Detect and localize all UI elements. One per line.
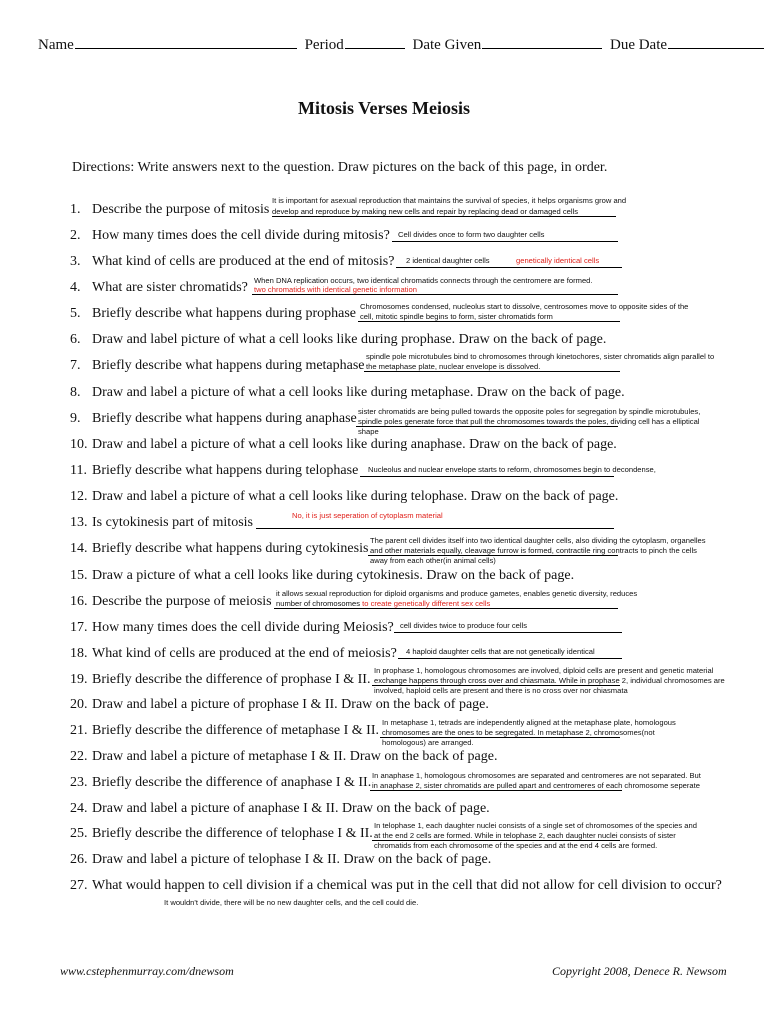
question-text: Draw and label a picture of telophase I & II. Draw on the back of page. — [92, 852, 492, 867]
question-number: 12. — [70, 489, 88, 504]
question-24 — [70, 801, 490, 817]
answer-21-line-3: homologous) are arranged. — [382, 738, 474, 747]
page-title: Mitosis Verses Meiosis — [298, 98, 470, 118]
answer-13-line — [256, 528, 614, 529]
question-text: Draw a picture of what a cell looks like during cytokinesis. Draw on the back of page. — [92, 568, 575, 583]
answer-18: 4 haploid daughter cells that are not genetically identical — [406, 647, 595, 656]
question-number: 22. — [70, 749, 88, 764]
question-10 — [70, 437, 617, 453]
question-12 — [70, 489, 618, 505]
answer-4-line-1: When DNA replication occurs, two identical chromatids connects through the centromere are formed. — [254, 276, 593, 285]
question-15 — [70, 568, 574, 584]
answer-21-line-2: chromosomes are the ones to be segregated. In metaphase 2, chromosomes(not — [382, 728, 655, 737]
question-23 — [70, 775, 371, 791]
answer-16-black: number of chromosomes — [276, 599, 360, 608]
footer-website: www.cstephenmurray.com/dnewsom — [60, 964, 234, 978]
answer-17: cell divides twice to produce four cells — [400, 621, 528, 630]
answer-4-line-2: two chromatids with identical genetic information — [254, 285, 417, 294]
question-number: 14. — [70, 541, 88, 556]
answer-25-line — [372, 840, 620, 841]
answer-9-line-2: spindle poles generate force that pull the chromosomes towards the poles, dividing cell has a elliptical — [358, 417, 700, 426]
question-number: 26. — [70, 852, 88, 867]
answer-9-line — [356, 426, 618, 427]
date-given-field[interactable] — [482, 34, 602, 49]
question-text: Draw and label a picture of what a cell looks like during anaphase. Draw on the back of page. — [92, 437, 617, 452]
question-number: 8. — [70, 385, 81, 400]
answer-14-line-1: The parent cell divides itself into two identical daughter cells, also dividing the cytoplasm, organelles — [370, 536, 706, 545]
answer-11: Nucleolus and nuclear envelope starts to reform, chromosomes begin to decondense, — [368, 465, 656, 474]
date-given-label: Date Given — [412, 37, 482, 53]
question-text: Briefly describe the difference of metaphase I & II. — [92, 723, 379, 738]
answer-1-line-2: develop and reproduce by making new cells and repair by replacing dead or damaged cells — [272, 207, 579, 216]
question-text: How many times does the cell divide during Meiosis? — [92, 620, 394, 635]
period-field[interactable] — [345, 34, 405, 49]
question-9 — [70, 411, 357, 427]
answer-2: Cell divides once to form two daughter cells — [398, 230, 545, 239]
question-text: Draw and label a picture of prophase I & II. Draw on the back of page. — [92, 697, 489, 712]
question-number: 17. — [70, 620, 88, 635]
answer-25-line-1: In telophase 1, each daughter nuclei consists of a single set of chromosomes of the species and — [374, 821, 697, 830]
answer-16-line-1: it allows sexual reproduction for diploid organisms and produce gametes, enables genetic diversity, reduces — [276, 589, 638, 598]
answer-23-line-2: in anaphase 2, sister chromatids are pulled apart and centromeres of each chromosome seperate — [372, 781, 700, 790]
question-26 — [70, 852, 491, 868]
answer-14-line — [368, 555, 618, 556]
question-text: What kind of cells are produced at the end of mitosis? — [92, 254, 395, 269]
question-17 — [70, 620, 394, 636]
question-number: 1. — [70, 202, 81, 217]
question-21 — [70, 723, 379, 739]
question-text: Briefly describe what happens during anaphase — [92, 411, 357, 426]
question-text: Describe the purpose of mitosis — [92, 202, 270, 217]
period-label: Period — [304, 37, 344, 53]
question-18 — [70, 646, 397, 662]
answer-16-red: to create genetically different sex cells — [362, 599, 491, 608]
answer-5-line-2: cell, mitotic spindle begins to form, sister chromatids form — [360, 312, 553, 321]
question-number: 9. — [70, 411, 81, 426]
question-number: 7. — [70, 358, 81, 373]
answer-1-line — [272, 216, 616, 217]
question-5 — [70, 306, 356, 322]
directions: Directions: Write answers next to the question. Draw pictures on the back of this page, in order. — [72, 160, 608, 175]
question-number: 2. — [70, 228, 81, 243]
question-number: 16. — [70, 594, 88, 609]
question-number: 10. — [70, 437, 88, 452]
question-number: 24. — [70, 801, 88, 816]
question-3 — [70, 254, 394, 270]
answer-3-red: genetically identical cells — [516, 256, 600, 265]
question-text: Briefly describe what happens during telophase — [92, 463, 359, 478]
question-text: What are sister chromatids? — [92, 280, 248, 295]
question-text: Is cytokinesis part of mitosis — [92, 515, 253, 530]
question-4 — [70, 280, 248, 296]
question-text: Briefly describe the difference of telophase I & II. — [92, 826, 373, 841]
question-text: Briefly describe the difference of anaphase I & II. — [92, 775, 372, 790]
answer-13: No, it is just seperation of cytoplasm material — [292, 511, 443, 520]
question-14 — [70, 541, 368, 557]
question-1 — [70, 202, 269, 218]
question-number: 23. — [70, 775, 88, 790]
question-text: Briefly describe what happens during prophase — [92, 306, 356, 321]
name-field[interactable] — [75, 34, 297, 49]
question-text: What kind of cells are produced at the end of meiosis? — [92, 646, 397, 661]
answer-25-line-2: at the end 2 cells are formed. While in telophase 2, each daughter nuclei consists of sister — [374, 831, 676, 840]
question-text: Describe the purpose of meiosis — [92, 594, 272, 609]
question-25 — [70, 826, 373, 842]
question-20 — [70, 697, 489, 713]
question-number: 18. — [70, 646, 88, 661]
question-13 — [70, 515, 253, 531]
question-6 — [70, 332, 606, 348]
question-11 — [70, 463, 358, 479]
question-number: 20. — [70, 697, 88, 712]
answer-21-line-1: In metaphase 1, tetrads are independently aligned at the metaphase plate, homologous — [382, 718, 676, 727]
answer-5-line-1: Chromosomes condensed, nucleolus start to dissolve, centrosomes move to opposite sides of the — [360, 302, 689, 311]
question-number: 11. — [70, 463, 87, 478]
question-16 — [70, 594, 272, 610]
answer-7-line-2: the metaphase plate, nuclear envelope is dissolved. — [366, 362, 541, 371]
question-text: Draw and label picture of what a cell looks like during prophase. Draw on the back of page. — [92, 332, 607, 347]
answer-9-line-3: shape — [358, 427, 379, 436]
answer-16-line — [274, 608, 618, 609]
answer-4-line — [252, 294, 618, 295]
answer-14-line-3: away from each other(in animal cells) — [370, 556, 496, 565]
answer-7-line — [364, 371, 620, 372]
question-number: 19. — [70, 672, 88, 687]
answer-3: 2 identical daughter cells — [406, 256, 490, 265]
answer-7-line-1: spindle pole microtubules bind to chromosomes through kinetochores, sister chromatids align parallel to — [366, 352, 715, 361]
question-text: What would happen to cell division if a chemical was put in the cell that did not allow for cell division to occur? — [92, 878, 722, 893]
answer-14-line-2: and other materials equally, cleavage furrow is formed, contractile ring contracts to pinch the cells — [370, 546, 697, 555]
due-date-label: Due Date — [609, 37, 668, 53]
answer-19-line — [372, 685, 620, 686]
question-19 — [70, 672, 370, 688]
question-number: 6. — [70, 332, 81, 347]
answer-5-line — [358, 321, 620, 322]
answer-3-line — [396, 267, 622, 268]
question-7 — [70, 358, 365, 374]
answer-18-line — [398, 658, 622, 659]
answer-9-line-1: sister chromatids are being pulled towards the opposite poles for segregation by spindle microtubules, — [358, 407, 701, 416]
question-number: 4. — [70, 280, 81, 295]
question-number: 21. — [70, 723, 88, 738]
question-number: 25. — [70, 826, 88, 841]
student-info-header — [38, 34, 764, 54]
answer-23-line-1: In anaphase 1, homologous chromosomes are separated and centromeres are not separated. But — [372, 771, 701, 780]
answer-19-line-2: exchange happens through cross over and chiasmata. While in prophase 2, individual chromosomes are — [374, 676, 725, 685]
question-text: Briefly describe the difference of prophase I & II. — [92, 672, 371, 687]
answer-1-line-1: It is important for asexual reproduction that maintains the survival of species, it helps organisms grow and — [272, 196, 627, 205]
question-8 — [70, 385, 625, 401]
question-27 — [70, 878, 722, 894]
question-text: Briefly describe what happens during cytokinesis — [92, 541, 369, 556]
answer-17-line — [394, 632, 622, 633]
question-text: Draw and label a picture of what a cell looks like during metaphase. Draw on the back of page. — [92, 385, 625, 400]
question-number: 27. — [70, 878, 88, 893]
answer-19-line-3: involved, haploid cells are present and there is no cross over nor chiasmata — [374, 686, 628, 695]
answer-2-line — [392, 241, 618, 242]
question-2 — [70, 228, 390, 244]
question-number: 5. — [70, 306, 81, 321]
answer-11-line — [360, 476, 614, 477]
question-text: How many times does the cell divide during mitosis? — [92, 228, 390, 243]
question-22 — [70, 749, 497, 765]
due-date-field[interactable] — [668, 34, 764, 49]
question-text: Draw and label a picture of what a cell looks like during telophase. Draw on the back of page. — [92, 489, 619, 504]
answer-21-line — [380, 737, 620, 738]
question-number: 15. — [70, 568, 88, 583]
answer-19-line-1: In prophase 1, homologous chromosomes are involved, diploid cells are present and genetic material — [374, 666, 714, 675]
name-label: Name — [38, 37, 74, 53]
answer-27: It wouldn't divide, there will be no new daughter cells, and the cell could die. — [164, 898, 419, 907]
answer-25-line-3: chromatids from each chromosome of the species and at the end 4 cells are formed. — [374, 841, 658, 850]
question-number: 3. — [70, 254, 81, 269]
question-text: Briefly describe what happens during metaphase — [92, 358, 365, 373]
answer-23-line — [370, 790, 622, 791]
question-text: Draw and label a picture of anaphase I & II. Draw on the back of page. — [92, 801, 490, 816]
question-number: 13. — [70, 515, 88, 530]
question-text: Draw and label a picture of metaphase I & II. Draw on the back of page. — [92, 749, 498, 764]
footer-copyright: Copyright 2008, Denece R. Newsom — [552, 964, 727, 978]
